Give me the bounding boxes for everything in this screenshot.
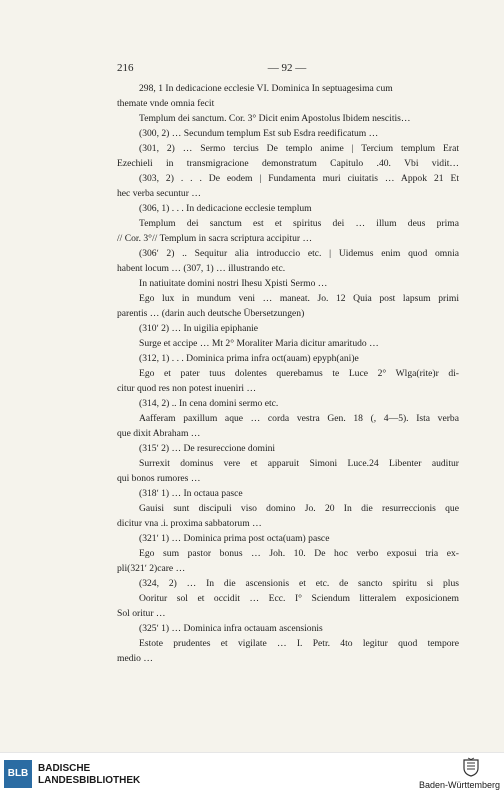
text-line: (310ʹ 2) … In uigilia epiphanie	[139, 323, 259, 334]
text-line: (314, 2) .. In cena domini sermo etc.	[139, 398, 279, 409]
library-footer	[0, 752, 504, 796]
text-line: que dixit Abraham …	[117, 428, 201, 439]
text-line: (312, 1) . . . Dominica prima infra oct(auam) epyph(ani)e	[139, 353, 359, 364]
library-name	[38, 763, 140, 787]
text-line: parentis … (darin auch deutsche Übersetzungen)	[117, 308, 305, 319]
text-line: (300, 2) … Secundum templum Est sub Esdra reedificatum …	[139, 128, 379, 139]
text-line: (303, 2) . . . De eodem | Fundamenta muri ciuitatis … Appok 21 Et	[139, 173, 459, 184]
text-line: Ezechieli in transmigracione demonstratum Capitulo .40. Vbi vidit…	[117, 158, 459, 169]
text-line: Estote prudentes et vigilate … I. Petr. 4to legitur quod tempore	[139, 638, 459, 649]
text-line: (315ʹ 2) … De resureccione domini	[139, 443, 276, 454]
text-line: Ooritur sol et occidit … Ecc. I° Sciendum litteralem exposicionem	[139, 593, 459, 604]
library-name-line1: BADISCHE	[38, 763, 91, 774]
blb-logo: BLB	[4, 760, 32, 788]
text-body	[117, 81, 459, 666]
page-number: 216	[117, 62, 134, 74]
page-header	[117, 62, 457, 76]
text-line: Templum dei sanctum est et spiritus dei … illum deus prima	[139, 218, 459, 229]
text-line: Gauisi sunt discipuli viso domino Jo. 20 In die resurreccionis que	[139, 503, 459, 514]
text-line: qui bonos rumores …	[117, 473, 201, 484]
text-line: Aafferam paxillum aque … corda vestra Gen. 18 (, 4—5). Ista verba	[139, 413, 459, 424]
text-line: hec verba secuntur …	[117, 188, 201, 199]
text-line: Ego lux in mundum veni … maneat. Jo. 12 Quia post lapsum primi	[139, 293, 459, 304]
text-line: (321ʹ 1) … Dominica prima post octa(uam) pasce	[139, 533, 330, 544]
text-line: (324, 2) … In die ascensionis et etc. de sancto spiritu si plus	[139, 578, 459, 589]
text-line: habent locum … (307, 1) … illustrando etc.	[117, 263, 286, 274]
text-line: (301, 2) … Sermo tercius De templo anime | Tercium templum Erat	[139, 143, 459, 154]
text-line: Surge et accipe … Mt 2° Moraliter Maria dicitur amaritudo …	[139, 338, 379, 349]
text-line: (325ʹ 1) … Dominica infra octauam ascensionis	[139, 623, 323, 634]
text-line: dicitur vna .i. proxima sabbatorum …	[117, 518, 262, 529]
text-line: 298, 1 In dedicacione ecclesie VI. Dominica In septuagesima cum	[139, 83, 393, 94]
coat-of-arms-icon	[462, 757, 480, 777]
text-line: Ego et pater tuus dolentes querebamus te Luce 2° Wlga(rite)r di-	[139, 368, 459, 379]
text-line: pli(321ʹ 2)care …	[117, 563, 186, 574]
text-line: medio …	[117, 653, 153, 664]
text-line: // Cor. 3°// Templum in sacra scriptura accipitur …	[117, 233, 313, 244]
text-line: (306, 1) . . . In dedicacione ecclesie templum	[139, 203, 312, 214]
text-line: Surrexit dominus vere et apparuit Simoni Luce.24 Libenter auditur	[139, 458, 459, 469]
library-name-line2: LANDESBIBLIOTHEK	[38, 775, 141, 786]
text-line: themate vnde omnia fecit	[117, 98, 215, 109]
text-line: (318ʹ 1) … In octaua pasce	[139, 488, 243, 499]
text-line: Ego sum pastor bonus … Joh. 10. De hoc verbo exposui tria ex-	[139, 548, 459, 559]
running-head: — 92 —	[267, 62, 307, 74]
text-line: citur quod res non potest inueniri …	[117, 383, 257, 394]
region-name: Baden-Württemberg	[418, 780, 500, 790]
text-line: Templum dei sanctum. Cor. 3° Dicit enim Apostolus Ibidem nescitis…	[139, 113, 411, 124]
text-line: Sol oritur …	[117, 608, 166, 619]
text-line: (306ʹ 2) .. Sequitur alia introduccio etc. | Uidemus enim quod omnia	[139, 248, 459, 259]
text-line: In natiuitate domini nostri Ihesu Xpisti Sermo …	[139, 278, 328, 289]
